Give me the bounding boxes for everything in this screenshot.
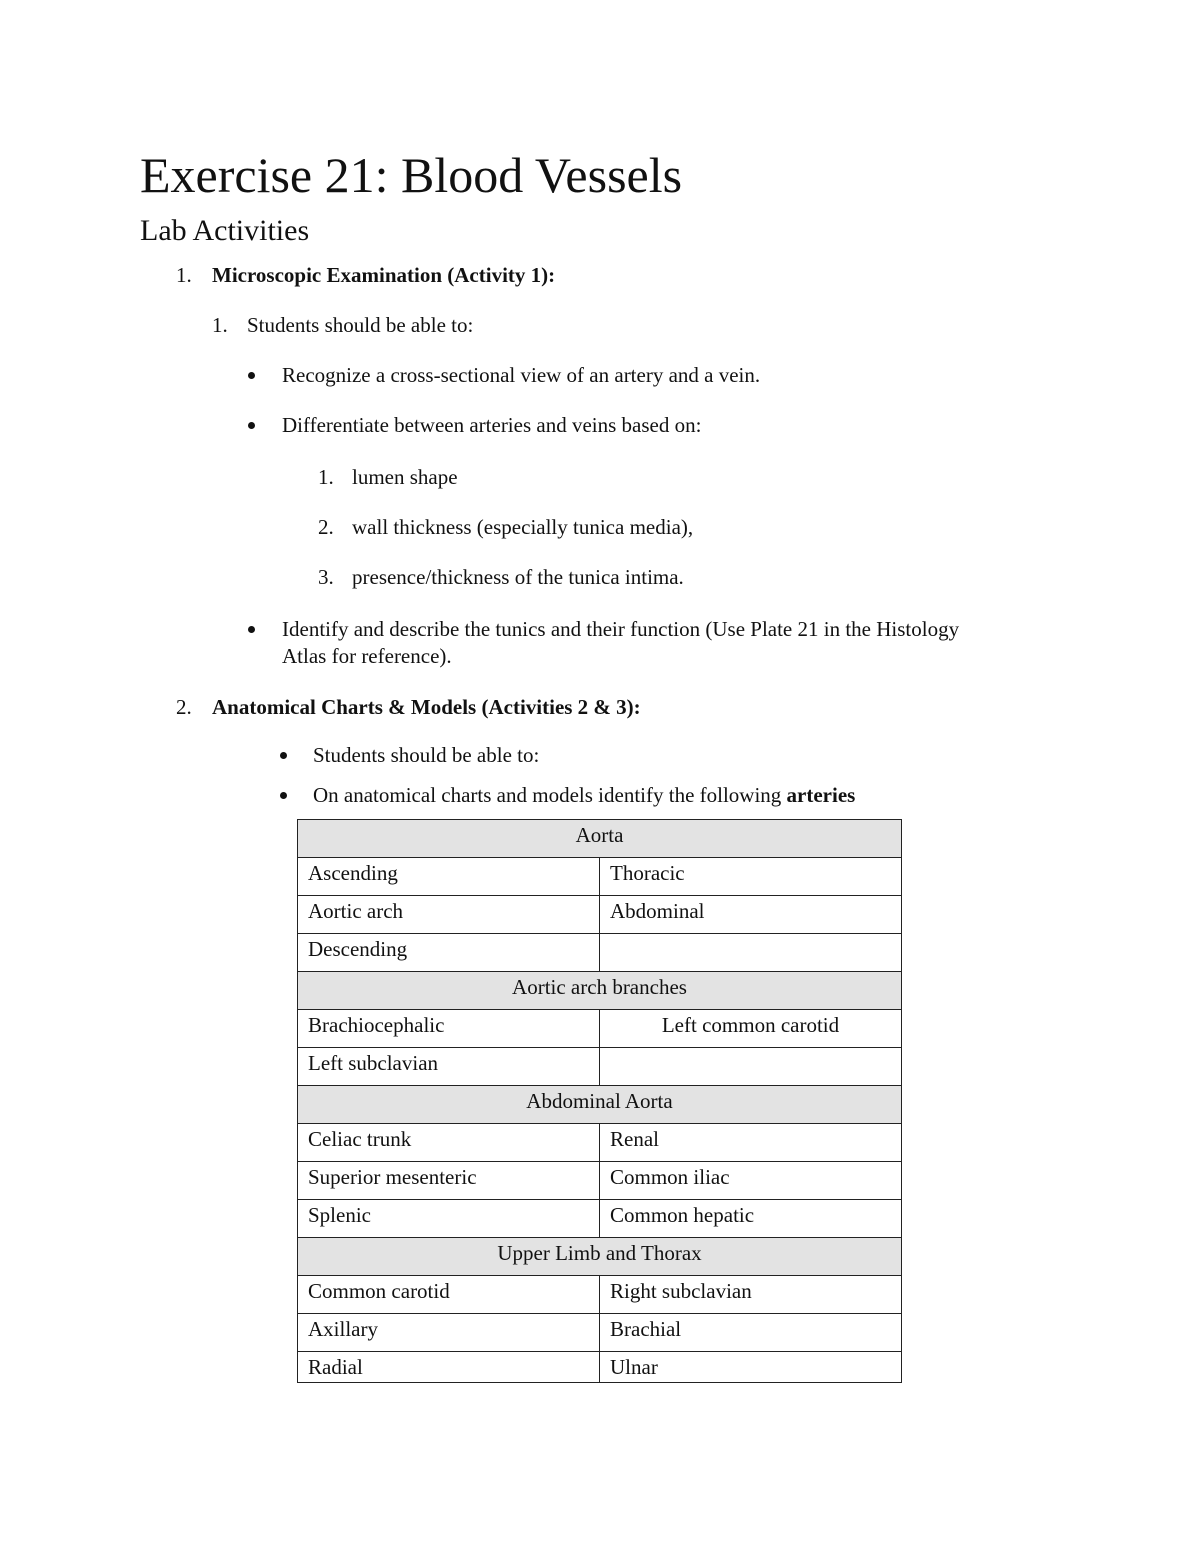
table-row [298, 1010, 902, 1048]
table-cell: Descending [298, 934, 600, 972]
table-section-header: Upper Limb and Thorax [298, 1238, 902, 1276]
table-cell: Aortic arch [298, 896, 600, 934]
criteria-text-1: lumen shape [352, 465, 458, 489]
section1-bullet-3-line2: Atlas for reference). [282, 644, 452, 668]
table-cell: Right subclavian [600, 1276, 902, 1314]
section2-bullet-2-prefix: On anatomical charts and models identify the following [313, 783, 787, 807]
section1-number: 1. [176, 263, 192, 287]
page-title: Exercise 21: Blood Vessels [140, 147, 683, 203]
table-row [298, 1124, 902, 1162]
criteria-number-3: 3. [318, 565, 334, 589]
table-section-header-row [298, 972, 902, 1010]
section1-bullet-3-line1: Identify and describe the tunics and their function (Use Plate 21 in the Histology [282, 617, 960, 641]
table-section-header-row [298, 1238, 902, 1276]
table-row [298, 934, 902, 972]
section1-sub-text: Students should be able to: [247, 313, 474, 337]
table-cell: Ulnar [600, 1352, 902, 1383]
table-row [298, 1048, 902, 1086]
table-cell [600, 934, 902, 972]
table-cell: Superior mesenteric [298, 1162, 600, 1200]
section1-bullet-1: Recognize a cross-sectional view of an artery and a vein. [282, 363, 761, 387]
bullet-dot [280, 792, 287, 799]
table-row [298, 1162, 902, 1200]
arteries-table [297, 819, 902, 1383]
table-cell: Common iliac [600, 1162, 902, 1200]
table-section-header: Aortic arch branches [298, 972, 902, 1010]
section-subtitle: Lab Activities [140, 214, 310, 247]
bullet-dot [248, 422, 255, 429]
table-cell: Common hepatic [600, 1200, 902, 1238]
table-row [298, 1200, 902, 1238]
table-row [298, 1314, 902, 1352]
bullet-dot [280, 752, 287, 759]
table-row [298, 1352, 902, 1383]
section1-sub-number: 1. [212, 313, 228, 337]
section2-number: 2. [176, 695, 192, 719]
criteria-number-2: 2. [318, 515, 334, 539]
table-row [298, 858, 902, 896]
bullet-dot [248, 372, 255, 379]
table-cell: Common carotid [298, 1276, 600, 1314]
table-cell: Left subclavian [298, 1048, 600, 1086]
table-section-header-row [298, 820, 902, 858]
table-cell: Left common carotid [600, 1010, 902, 1048]
table-cell: Brachiocephalic [298, 1010, 600, 1048]
section2-bullet-1: Students should be able to: [313, 743, 540, 767]
table-row [298, 1276, 902, 1314]
bullet-dot [248, 626, 255, 633]
table-cell: Splenic [298, 1200, 600, 1238]
table-section-header-row [298, 1086, 902, 1124]
section2-bullet-2-bold: arteries [786, 783, 856, 807]
table-cell [600, 1048, 902, 1086]
section2-heading: Anatomical Charts & Models (Activities 2 & 3): [212, 695, 641, 719]
table-cell: Renal [600, 1124, 902, 1162]
table-section-header: Abdominal Aorta [298, 1086, 902, 1124]
table-cell: Brachial [600, 1314, 902, 1352]
table-section-header: Aorta [298, 820, 902, 858]
section1-bullet-2: Differentiate between arteries and veins based on: [282, 413, 702, 437]
criteria-number-1: 1. [318, 465, 334, 489]
table-cell: Axillary [298, 1314, 600, 1352]
table-cell: Celiac trunk [298, 1124, 600, 1162]
criteria-text-2: wall thickness (especially tunica media), [352, 515, 694, 539]
table-cell: Radial [298, 1352, 600, 1383]
section2-bullet-2 [313, 782, 855, 809]
table-cell: Thoracic [600, 858, 902, 896]
table-cell: Abdominal [600, 896, 902, 934]
table-cell: Ascending [298, 858, 600, 896]
criteria-text-3: presence/thickness of the tunica intima. [352, 565, 684, 589]
table-row [298, 896, 902, 934]
section1-heading: Microscopic Examination (Activity 1): [212, 263, 556, 287]
